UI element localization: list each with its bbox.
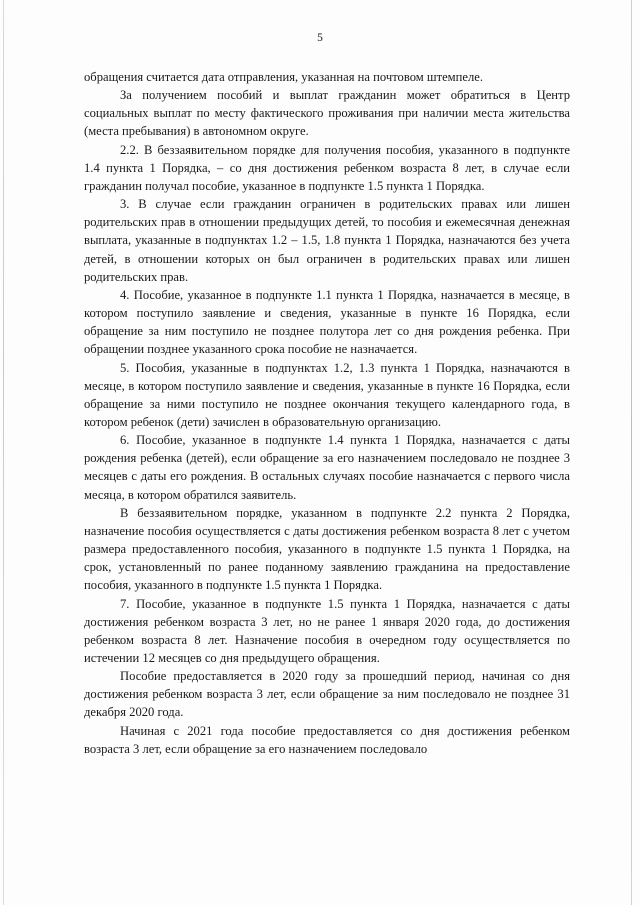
page-number: 5 bbox=[317, 32, 323, 44]
paragraph-3: 3. В случае если гражданин ограничен в родительских правах или лишен родительских прав в отношении предыдущих детей, то пособия и ежемесячная денежная выплата, указанные в подпунктах 1.2 – 1.5, 1.8 пункта 1 Порядка, назначаются без учета детей, в отношении которых он был ограничен в родительских правах или лишен родительских прав. bbox=[84, 197, 570, 284]
paragraph-7: 7. Пособие, указанное в подпункте 1.5 пункта 1 Порядка, назначается с даты достижения ребенком возраста 3 лет, но не ранее 1 января 2020 года, до достижения ребенком возраста 8 лет. Назначение пособия в очередном году осуществляется по истечении 12 месяцев со дня предыдущего обращения. bbox=[84, 596, 570, 665]
paragraph-2-2: 2.2. В беззаявительном порядке для получения пособия, указанного в подпункте 1.4 пункта 1 Порядка, – со дня достижения ребенком возраста 8 лет, в случае если гражданин получал пособие, указанное в подпункте 1.5 пункта 1 Порядка. bbox=[84, 142, 570, 193]
paragraph: Пособие предоставляется в 2020 году за прошедший период, начиная со дня достижения ребенком возраста 3 лет, если обращение за ним последовало не позднее 31 декабря 2020 года. bbox=[84, 669, 570, 720]
paragraph-continuation: обращения считается дата отправления, указанная на почтовом штемпеле. bbox=[84, 70, 483, 84]
paragraph: Начиная с 2021 года пособие предоставляется со дня достижения ребенком возраста 3 лет, если обращение за его назначением последовало bbox=[84, 723, 570, 756]
paragraph-5: 5. Пособия, указанные в подпунктах 1.2, 1.3 пункта 1 Порядка, назначаются в месяце, в котором поступило заявление и сведения, указанные в пункте 16 Порядка, если обращение за ними поступило не позднее окончания текущего календарного года, в котором ребенок (дети) зачислен в образовательную организацию. bbox=[84, 360, 570, 429]
paragraph-6: 6. Пособие, указанное в подпункте 1.4 пункта 1 Порядка, назначается с даты рождения ребенка (детей), если обращение за его назначением последовало не позднее 3 месяцев с даты его рождения. В остальных случаях пособие назначается с первого числа месяца, в котором обратился заявитель. bbox=[84, 433, 570, 502]
scan-edge-left bbox=[3, 0, 4, 905]
scan-edge-right bbox=[631, 0, 632, 905]
paragraph-4: 4. Пособие, указанное в подпункте 1.1 пункта 1 Порядка, назначается в месяце, в котором поступило заявление и сведения, указанные в пункте 16 Порядка, если обращение за ним поступило не позднее полутора лет со дня рождения ребенка. При обращении позднее указанного срока пособие не назначается. bbox=[84, 287, 570, 357]
document-text bbox=[84, 68, 570, 758]
paragraph: За получением пособий и выплат гражданин может обратиться в Центр социальных выплат по месту фактического проживания при наличии места жительства (места пребывания) в автономном округе. bbox=[84, 88, 570, 139]
paragraph: В беззаявительном порядке, указанном в подпункте 2.2 пункта 2 Порядка, назначение пособия осуществляется с даты достижения ребенком возраста 8 лет с учетом размера предоставленного пособия, указанного в подпункте 1.5 пункта 1 Порядка, на срок, установленный по ранее поданному заявлению гражданина на предоставление пособия, указанного в подпункте 1.5 пункта 1 Порядка. bbox=[84, 505, 570, 593]
